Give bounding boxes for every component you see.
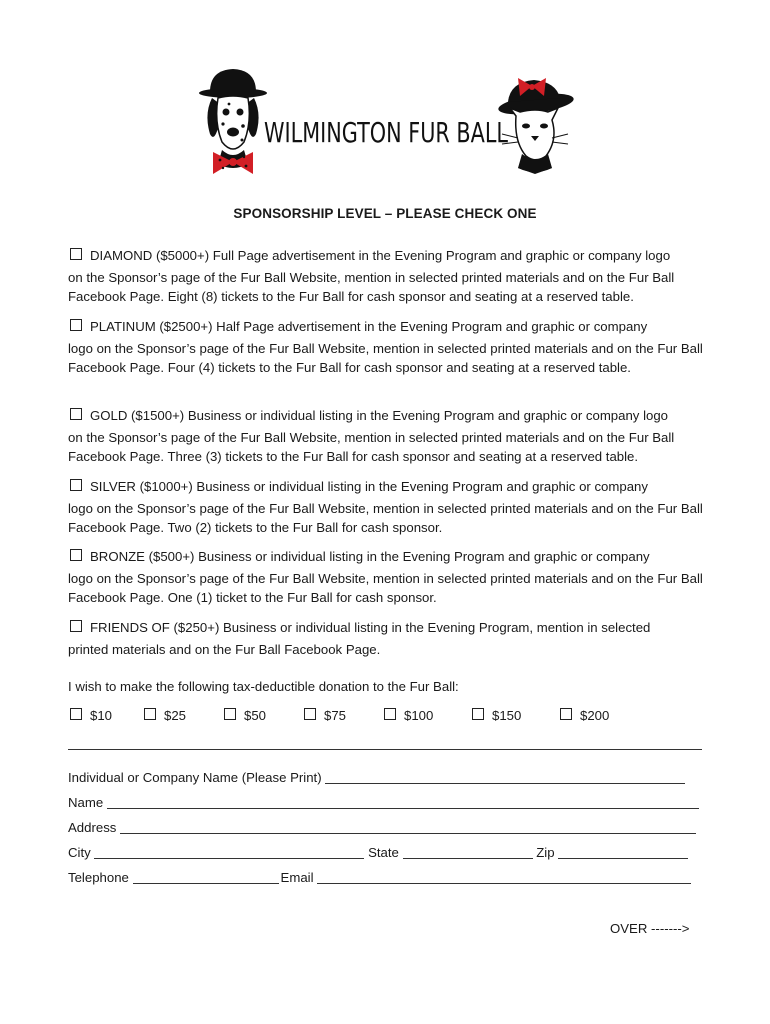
option-gold-detail: on the Sponsor’s page of the Fur Ball Website, mention in selected printed materials and on the Fur Ball Facebook Page. Three (3) tickets to the Fur Ball for cash sponsor and seating at a reserved table. <box>68 429 675 464</box>
wilmington-fur-ball-logo <box>196 64 576 188</box>
donation-prompt: I wish to make the following tax-deductible donation to the Fur Ball: <box>68 679 459 694</box>
checkbox-friends-of[interactable] <box>70 620 82 632</box>
amount-label: $50 <box>244 708 267 723</box>
checkbox-amount-200[interactable] <box>560 708 572 720</box>
amount-option-200[interactable] <box>560 708 609 723</box>
option-silver-line1: SILVER ($1000+) Business or individual listing in the Evening Program and graphic or company <box>90 479 648 494</box>
amount-option-75[interactable] <box>304 708 346 723</box>
company-name-label: Individual or Company Name (Please Print) <box>68 770 322 785</box>
state-label: State <box>368 845 399 860</box>
email-label: Email <box>280 870 314 885</box>
company-name-field[interactable] <box>325 771 685 784</box>
other-amount-line[interactable] <box>68 749 702 750</box>
city-state-zip-row <box>68 845 702 860</box>
checkbox-diamond[interactable] <box>70 248 82 260</box>
amount-label: $100 <box>404 708 434 723</box>
checkbox-amount-75[interactable] <box>304 708 316 720</box>
option-platinum-line1: PLATINUM ($2500+) Half Page advertisement in the Evening Program and graphic or company <box>90 319 648 334</box>
city-field[interactable] <box>94 846 364 859</box>
address-label: Address <box>68 820 117 835</box>
checkbox-gold[interactable] <box>70 408 82 420</box>
over-indicator: OVER -------> <box>610 921 690 936</box>
checkbox-silver[interactable] <box>70 479 82 491</box>
option-gold-line1: GOLD ($1500+) Business or individual listing in the Evening Program and graphic or company logo <box>90 408 669 423</box>
city-label: City <box>68 845 91 860</box>
checkbox-amount-10[interactable] <box>70 708 82 720</box>
checkbox-platinum[interactable] <box>70 319 82 331</box>
checkbox-amount-100[interactable] <box>384 708 396 720</box>
checkbox-amount-50[interactable] <box>224 708 236 720</box>
logo-wordmark: WILMINGTON FUR BALL <box>264 116 509 149</box>
name-field[interactable] <box>107 796 699 809</box>
amount-option-100[interactable] <box>384 708 433 723</box>
dalmatian-in-bowler-hat-icon <box>199 69 267 174</box>
checkbox-amount-25[interactable] <box>144 708 156 720</box>
amount-option-50[interactable] <box>224 708 266 723</box>
option-bronze-detail: logo on the Sponsor’s page of the Fur Ball Website, mention in selected printed materials and on the Fur Ball Facebook Page. One (1) ticket to the Fur Ball for cash sponsor. <box>68 570 703 605</box>
amount-option-150[interactable] <box>472 708 521 723</box>
name-label: Name <box>68 795 104 810</box>
email-field[interactable] <box>317 871 691 884</box>
option-platinum-detail: logo on the Sponsor’s page of the Fur Ball Website, mention in selected printed materials and on the Fur Ball Facebook Page. Four (4) tickets to the Fur Ball for cash sponsor and seating at a reserved table. <box>68 340 703 375</box>
telephone-field[interactable] <box>133 871 279 884</box>
amount-option-25[interactable] <box>144 708 186 723</box>
name-row <box>68 795 702 810</box>
cat-in-red-bow-hat-icon <box>497 78 575 174</box>
option-friends-of <box>68 618 708 659</box>
telephone-label: Telephone <box>68 870 129 885</box>
option-friends-of-detail: printed materials and on the Fur Ball Facebook Page. <box>68 641 381 657</box>
telephone-email-row <box>68 870 702 885</box>
option-diamond-line1: DIAMOND ($5000+) Full Page advertisement in the Evening Program and graphic or company logo <box>90 248 671 263</box>
address-row <box>68 820 702 835</box>
zip-label: Zip <box>536 845 555 860</box>
option-bronze-line1: BRONZE ($500+) Business or individual listing in the Evening Program and graphic or company <box>90 549 650 564</box>
checkbox-amount-150[interactable] <box>472 708 484 720</box>
company-name-row <box>68 770 702 785</box>
amount-label: $200 <box>580 708 610 723</box>
option-diamond-detail: on the Sponsor’s page of the Fur Ball Website, mention in selected printed materials and on the Fur Ball Facebook Page. Eight (8) tickets to the Fur Ball for cash sponsor and seating at a reserved table. <box>68 269 675 304</box>
option-gold <box>68 406 708 467</box>
amount-label: $75 <box>324 708 347 723</box>
option-silver-detail: logo on the Sponsor’s page of the Fur Ball Website, mention in selected printed materials and on the Fur Ball Facebook Page. Two (2) tickets to the Fur Ball for cash sponsor. <box>68 500 703 535</box>
option-platinum <box>68 317 708 378</box>
option-friends-of-line1: FRIENDS OF ($250+) Business or individual listing in the Evening Program, mention in selected <box>90 620 651 635</box>
page-title: SPONSORSHIP LEVEL – PLEASE CHECK ONE <box>233 206 537 221</box>
amount-option-10[interactable] <box>70 708 112 723</box>
option-diamond <box>68 246 708 307</box>
option-bronze <box>68 547 708 608</box>
option-silver <box>68 477 708 538</box>
amount-label: $25 <box>164 708 187 723</box>
checkbox-bronze[interactable] <box>70 549 82 561</box>
zip-field[interactable] <box>558 846 688 859</box>
amount-label: $10 <box>90 708 113 723</box>
address-field[interactable] <box>120 821 696 834</box>
state-field[interactable] <box>403 846 533 859</box>
amount-label: $150 <box>492 708 522 723</box>
